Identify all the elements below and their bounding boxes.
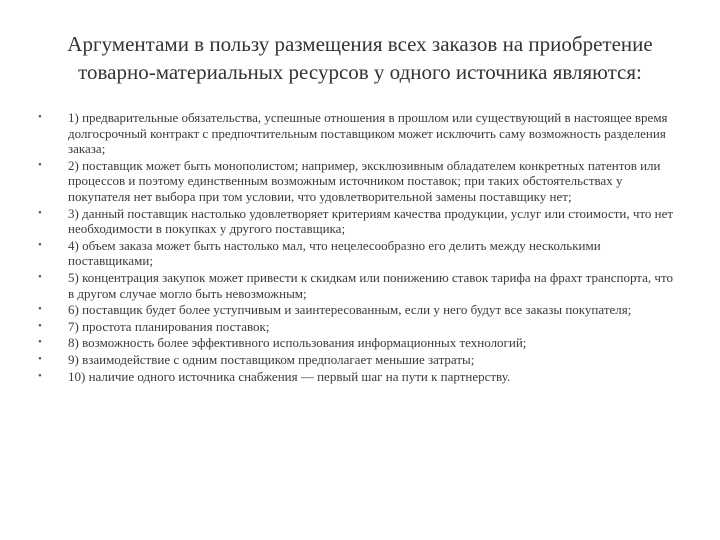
- list-item: [38, 369, 678, 385]
- bullet-icon: •: [38, 238, 42, 251]
- bullet-icon: •: [38, 336, 42, 349]
- bullet-icon: •: [38, 270, 42, 283]
- list-item-text: 7) простота планирования поставок;: [68, 318, 270, 334]
- list-item: [38, 158, 678, 205]
- slide-title: Аргументами в пользу размещения всех заказов на приобретение товарно-материальных ресурсов у одного источника являются:: [67, 32, 653, 84]
- list-item-text: 8) возможность более эффективного использования информационных технологий;: [68, 335, 527, 351]
- bullet-icon: •: [38, 319, 42, 332]
- bullet-icon: •: [38, 206, 42, 219]
- list-item-text: 5) концентрация закупок может привести к скидкам или понижению ставок тарифа на фрахт транспорта, что в другом случае могло быть невозможным;: [68, 269, 673, 301]
- list-item: [38, 110, 678, 157]
- list-item-text: 9) взаимодействие с одним поставщиком предполагает меньшие затраты;: [68, 351, 475, 367]
- list-item-text: 1) предварительные обязательства, успешные отношения в прошлом или существующий в настоящее время долгосрочный контракт с предпочтительным поставщиком может исключить саму возможность разделения заказа;: [68, 110, 668, 157]
- list-item: [38, 238, 678, 269]
- list-item: [38, 352, 678, 368]
- bullet-icon: •: [38, 369, 42, 382]
- list-item-text: 3) данный поставщик настолько удовлетворяет критериям качества продукции, услуг или стоимости, что нет необходимости в покупках у другого поставщика;: [68, 205, 674, 237]
- list-item-text: 6) поставщик будет более уступчивым и заинтересованным, если у него будут все заказы покупателя;: [68, 302, 632, 318]
- bullet-icon: •: [38, 352, 42, 365]
- bullet-icon: •: [38, 303, 42, 316]
- bullet-icon: •: [38, 158, 42, 171]
- list-item-text: 4) объем заказа может быть настолько мал, что нецелесообразно его делить между несколькими поставщиками;: [68, 237, 601, 269]
- list-item: [38, 319, 678, 335]
- list-item-text: 10) наличие одного источника снабжения — первый шаг на пути к партнерству.: [68, 368, 511, 384]
- list-item: [38, 270, 678, 301]
- argument-list: [38, 110, 678, 385]
- bullet-icon: •: [38, 111, 42, 123]
- list-item: [38, 302, 678, 318]
- list-item-text: 2) поставщик может быть монополистом; например, эксклюзивным обладателем конкретных патентов или процессов и поэтому единственным возможным источником поставок; при таких обстоятельствах у покупателя нет выбора при том условии, что удовлетворительной замены поставщику нет;: [68, 157, 661, 204]
- list-item: [38, 206, 678, 237]
- list-item: [38, 335, 678, 351]
